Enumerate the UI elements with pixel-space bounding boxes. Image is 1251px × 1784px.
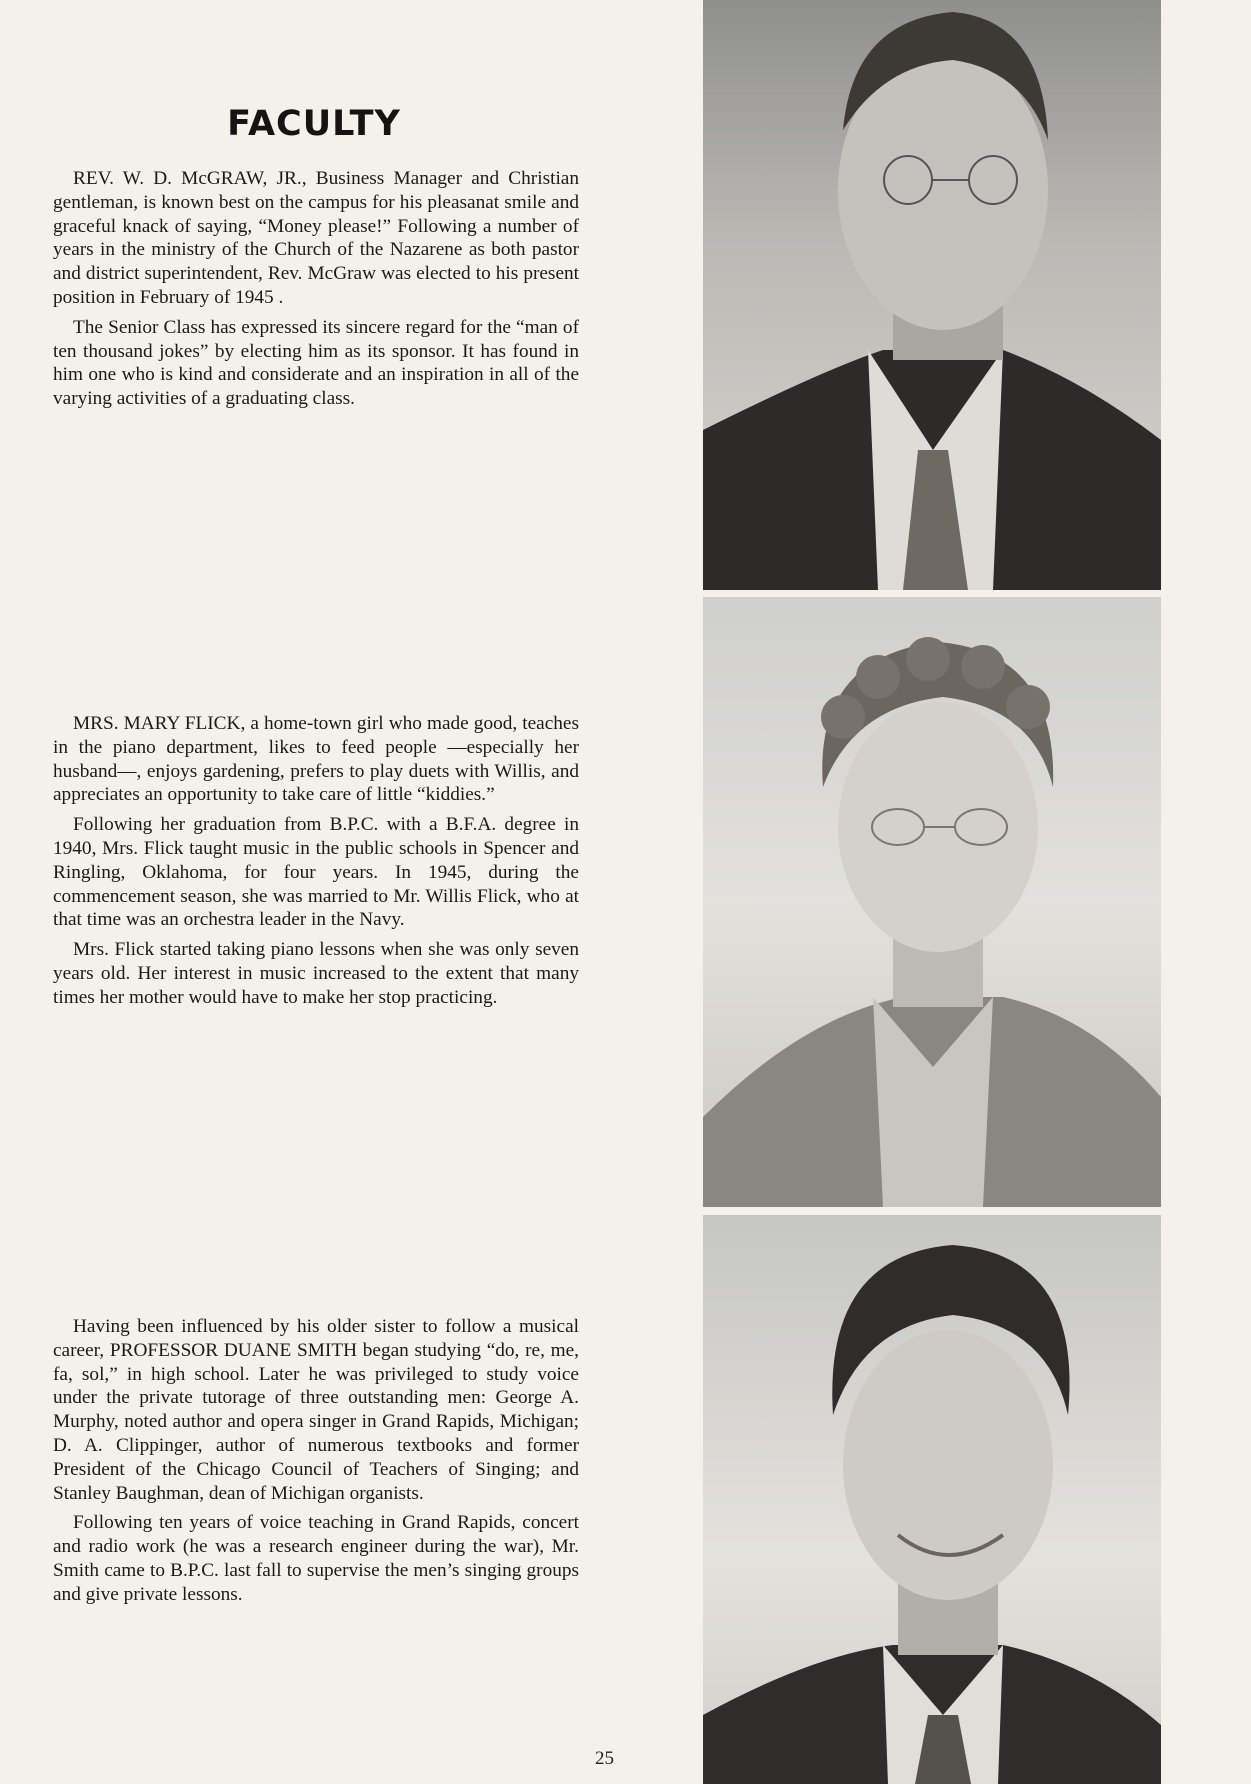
portrait-smith-image (703, 1215, 1161, 1784)
bio-paragraph: Having been influenced by his older sister to follow a musical career, PROFESSOR DUANE SMITH began studying “do, re, me, fa, sol,” in high school. Later he was privileged to study voice under the private tutorage of three outstanding men: George A. Murphy, noted author and opera singer in Grand Rapids, Michigan; D. A. Clippinger, author of numerous textbooks and former President of the Chicago Council of Teachers of Singing; and Stanley Baughman, dean of Michigan organists. (53, 1316, 579, 1504)
bio-mcgraw (53, 167, 579, 417)
page-title: FACULTY (227, 104, 401, 144)
portrait-photo-flick (703, 597, 1161, 1207)
bio-paragraph: Following ten years of voice teaching in Grand Rapids, concert and radio work (he was a research engineer during the war), Mr. Smith came to B.P.C. last fall to supervise the men’s singing groups and give private lessons. (53, 1512, 579, 1605)
bio-paragraph: Following her graduation from B.P.C. with a B.F.A. degree in 1940, Mrs. Flick taught music in the public schools in Spencer and Ringling, Oklahoma, for four years. In 1945, during the commencement season, she was married to Mr. Willis Flick, who at that time was an orchestra leader in the Navy. (53, 814, 579, 931)
bio-paragraph: Mrs. Flick started taking piano lessons when she was only seven years old. Her interest in music increased to the extent that many times her mother would have to make her stop practicing. (53, 939, 579, 1008)
bio-flick (53, 712, 579, 1016)
portrait-mcgraw-image (703, 0, 1161, 590)
page-number: 25 (595, 1748, 614, 1769)
portrait-photo-mcgraw (703, 0, 1161, 590)
bio-paragraph: MRS. MARY FLICK, a home-town girl who made good, teaches in the piano department, likes to feed people —especially her husband—, enjoys gardening, prefers to play duets with Willis, and appreciates an opportunity to take care of little “kiddies.” (53, 713, 579, 806)
bio-paragraph: REV. W. D. McGRAW, JR., Business Manager and Christian gentleman, is known best on the campus for his pleasanat smile and graceful knack of saying, “Money please!” Following a number of years in the ministry of the Church of the Nazarene as both pastor and district superintendent, Rev. McGraw was elected to his present position in February of 1945 . (53, 168, 579, 308)
portrait-photo-smith (703, 1215, 1161, 1784)
bio-smith (53, 1315, 579, 1613)
portrait-flick-image (703, 597, 1161, 1207)
bio-paragraph: The Senior Class has expressed its sincere regard for the “man of ten thousand jokes” by electing him as its sponsor. It has found in him one who is kind and considerate and an inspiration in all of the varying activities of a graduating class. (53, 316, 579, 410)
